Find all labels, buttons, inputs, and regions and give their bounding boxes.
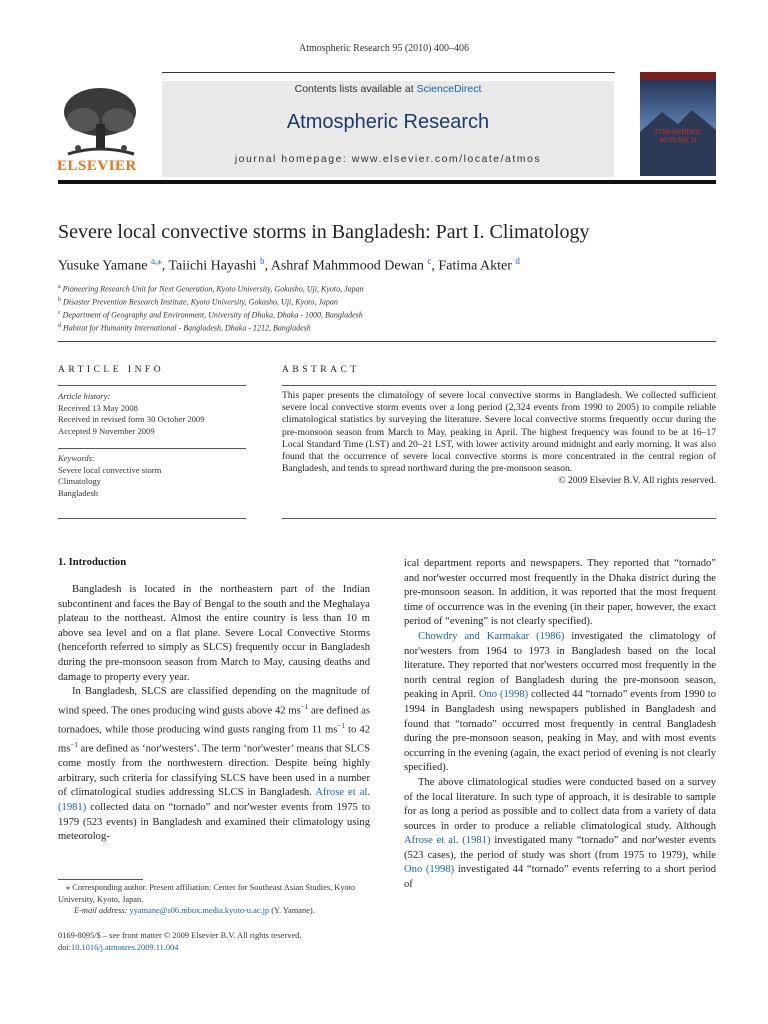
affiliation: $^d$ Habitat for Humanity International - Bangladesh, Dhaka - 1212, Bangladesh	[58, 323, 311, 334]
header-rule	[162, 72, 615, 73]
issn-doi: 0169-8095/$ – see front matter © 2009 Elsevier B.V. All rights reserved. doi:10.1016/j.atmosres.2009.11.004	[58, 931, 302, 952]
doi-link[interactable]: 10.1016/j.atmosres.2009.11.004	[71, 943, 179, 952]
abstract-rule	[282, 385, 716, 386]
contents-line: Contents lists available at ScienceDirect	[294, 83, 482, 95]
abstract-body	[282, 390, 716, 488]
citation-link[interactable]: Ono (1998)	[404, 864, 455, 876]
section-rule	[58, 341, 716, 342]
journal-citation: Atmospheric Research 95 (2010) 400–406	[299, 43, 469, 54]
abstract-bottom-rule	[282, 518, 716, 519]
article-info-rule	[58, 385, 246, 386]
keywords: Keywords: Severe local convective storm Climatology Bangladesh	[58, 453, 248, 499]
keywords-rule	[58, 518, 246, 519]
journal-title: Atmospheric Research	[286, 111, 490, 133]
footnote: ⁎ Corresponding author. Present affiliation: Center for Southeast Asian Studies, Kyoto University, Kyoto, Japan. E-mail address: yyamane@s06.mbox.media.kyoto-u.ac.jp (Y. Yamane).	[58, 883, 356, 915]
publisher-wordmark: ELSEVIER	[57, 158, 137, 174]
header-thick-rule	[58, 180, 716, 184]
journal-homepage[interactable]: journal homepage: www.elsevier.com/locate/atmos	[234, 153, 542, 165]
paragraph: Chowdry and Karmakar (1986) investigated the climatology of nor'westers from 1964 to 1973 in Bangladesh based on the local literature. They reported that nor'westers occurred most frequently in the north central region of Bangladesh during the pre-monsoon season, peaking in April. Ono (1998) collected 44 “tornado” events from 1990 to 1994 in Bangladesh using newspapers published in Bangladesh and found that “tornado” occurred most frequently in central Bangladesh during the pre-monsoon season, peaking in May, and with most events occurring in the evening (again, the exact period of evening is not clearly specified).	[404, 630, 717, 774]
history-rule	[58, 448, 246, 449]
affiliation: $^b$ Disaster Prevention Research Institute, Kyoto University, Gokasho, Uji, Kyoto, Japan	[58, 297, 338, 307]
article-history: Article history: Received 13 May 2008 Received in revised form 30 October 2009 Accepted 9 November 2009	[58, 391, 205, 436]
paragraph: ical department reports and newspapers. They reported that “tornado” and nor'wester occurred most frequently in the Dhaka district during the pre-monsoon season. In addition, it was reported that the most frequent time of occurrence was in the evening (in their paper, however, the exact period of “evening” is not clearly specified).	[404, 558, 716, 628]
author-sup[interactable]: c	[427, 256, 432, 266]
citation-link[interactable]: Chowdry and Karmakar (1986)	[418, 630, 565, 642]
paragraph: In Bangladesh, SLCS are classified depending on the magnitude of wind speed. The ones producing wind gusts above 42 $ms^{-1}$ are defined as tornadoes, while those producing wind gusts ranging from 11 $ms^{-1}$ to 42 $ms^{-1}$ are defined as ‘nor'westers’. The term ‘nor'wester’ means that SLCS come mostly from the northwestern direction. Despite being highly arbitrary, such criteria for classifying SLCS have been used in a number of climatological studies addressing SLCS in Bangladesh. Afrose et al. (1981) collected data on “tornado” and nor'wester events from 1975 to 1979 (523 events) in Bangladesh and examined their climatology using meteorolog-	[58, 686, 371, 843]
affiliation: $^c$ Department of Geography and Environment, University of Dhaka, Dhaka - 1000, Bangladesh	[58, 310, 363, 320]
abstract-text: This paper presents the climatology of severe local convective storms in Bangladesh. We collected sufficient severe local convective storm events over a long period (2,324 events from 1990 to 2005) to compile reliable climatological statistics by surveying the literature. Severe local convective storms frequently occur during the pre-monsoon season from March to May, peaking in April. The highest frequency was found to be at 16–17 Local Standard Time (LST) and 20–21 LST, with lower activity around midnight and early morning. It was also found that the occurrence of severe local convective storms is more concentrated in the central region of Bangladesh, and tends to spread northward during the pre-monsoon season.	[282, 390, 716, 475]
citation-link[interactable]: Afrose et al. (1981)	[58, 787, 370, 813]
citation-link[interactable]: Afrose et al. (1981)	[404, 835, 491, 847]
author-list: Yusuke Yamane $^{a,⁎}$, Taiichi Hayashi $^b$, Ashraf Mahmmood Dewan $^c$, Fatima Akter $^d$	[58, 256, 520, 274]
keyword: Climatology	[58, 476, 101, 487]
author-name: Taiichi Hayashi	[168, 258, 257, 274]
author-name: Yusuke Yamane	[58, 258, 148, 274]
cover-title-line2: RESEARCH	[659, 136, 697, 144]
journal-banner	[162, 81, 614, 177]
author-sup[interactable]: d	[515, 256, 520, 266]
paragraph: The above climatological studies were conducted based on a survey of the local literature. In such type of approach, it is desirable to sample for as long a period as possible and to collect data from a variety of data sources in order to produce a reliable climatological study. Although Afrose et al. (1981) investigated many “tornado” and nor'wester events (523 cases), the period of study was short (from 1975 to 1979), while Ono (1998) investigated 44 “tornado” events referring to a short period of	[404, 776, 716, 891]
citation-link[interactable]: Ono (1998)	[478, 689, 529, 701]
sciencedirect-link[interactable]: ScienceDirect	[416, 83, 482, 95]
keyword: Severe local convective storm	[58, 464, 162, 475]
journal-cover-thumbnail	[640, 72, 716, 176]
keyword: Bangladesh	[58, 487, 99, 498]
abstract-heading: ABSTRACT	[282, 365, 360, 375]
footnote-rule	[58, 879, 143, 880]
email-link[interactable]: yyamane@s06.mbox.media.kyoto-u.ac.jp	[129, 906, 270, 915]
article-title: Severe local convective storms in Bangladesh: Part I. Climatology	[58, 221, 590, 243]
author-name: Fatima Akter	[438, 258, 512, 274]
author-sup[interactable]: a,⁎	[150, 256, 162, 266]
left-column	[58, 583, 370, 845]
affiliations	[58, 282, 364, 335]
paragraph: Bangladesh is located in the northeastern part of the Indian subcontinent and faces the Bay of Bengal to the south and the Meghalaya plateau to the northeast. Almost the entire country is less than 10 m above sea level and on a flat plane. Severe Local Convective Storms (henceforth referred to simply as SLCS) frequently occur in Bangladesh during the pre-monsoon season from March to May, causing deaths and damage to property every year.	[58, 584, 370, 683]
author-sup[interactable]: b	[260, 256, 265, 266]
affiliation: $^a$ Pioneering Research Unit for Next Generation, Kyoto University, Gokasho, Uji, Kyoto, Japan	[58, 284, 364, 294]
right-column	[404, 557, 716, 893]
cover-title-line1: ATMOSPHERIC	[653, 128, 703, 136]
copyright: © 2009 Elsevier B.V. All rights reserved.	[558, 475, 716, 487]
section-heading: 1. Introduction	[58, 557, 127, 568]
author-name: Ashraf Mahmmood Dewan	[270, 258, 424, 274]
article-info-heading: ARTICLE INFO	[58, 365, 165, 375]
